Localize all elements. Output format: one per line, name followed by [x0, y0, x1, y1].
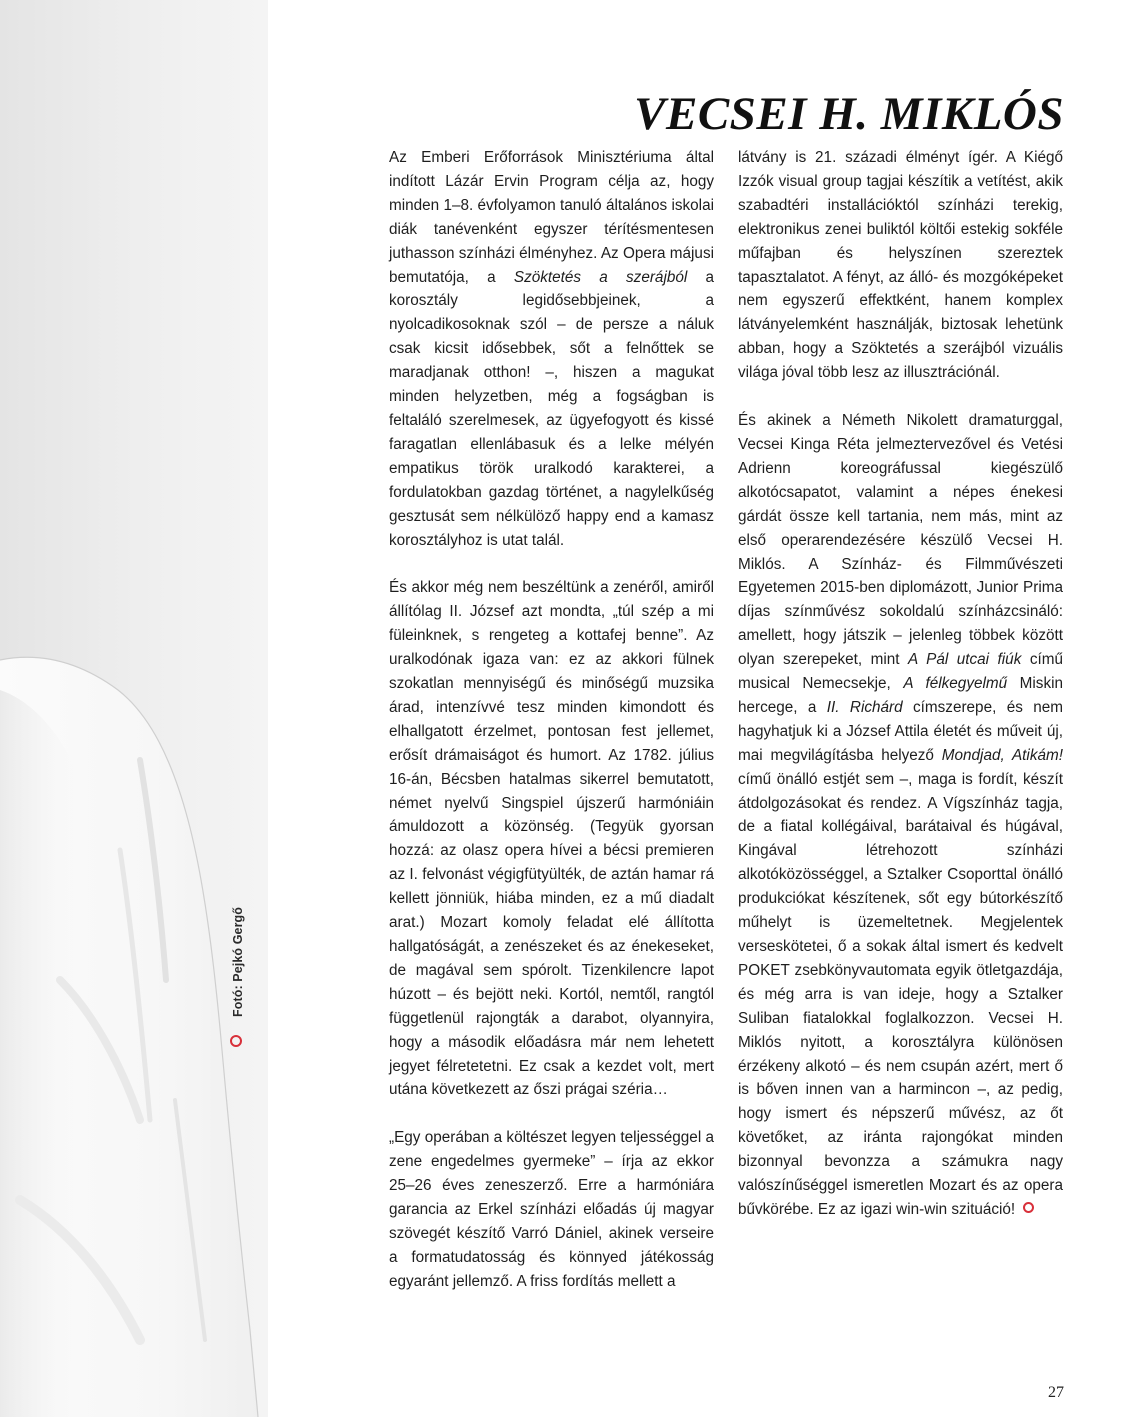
- paragraph-4: látvány is 21. századi élményt ígér. A Kiégő Izzók visual group tagjai készítik a vetítést, akik szabadtéri installációktól színházi terekig, elektronikus zenei buliktól költői estekig sokféle műfajban és helyszínen szereztek tapasztalatot. A fényt, az álló- és mozgóképeket nem egyszerű effektként, hanem komplex látványelemként használják, biztosak lehetünk abban, hogy a Szöktetés a szerájból vizuális világa jóval több lesz az illusztrációnál.: [738, 149, 1063, 382]
- article-end-ring-icon: [1023, 1202, 1034, 1213]
- opera-title-italic: Szöktetés a szerájból: [513, 268, 688, 286]
- article-column-right: [738, 146, 1063, 1222]
- white-shirt-shoulder-image: [0, 0, 268, 1417]
- page-number: 27: [1048, 1384, 1064, 1401]
- article-column-left: [389, 146, 714, 1294]
- article-title: VECSEI H. MIKLÓS: [634, 88, 1064, 141]
- credit-ring-icon: [230, 1035, 242, 1047]
- paragraph-2: És akkor még nem beszéltünk a zenéről, amiről állítólag II. József azt mondta, „túl szép a mi füleinknek, s rengeteg a kottafej benne”. Az uralkodónak igaza van: ez az akkori fülnek szokatlan mennyiségű és minőségű muzsika árad, intenzívvé tesz minden kimondott és elhallgatott érzelmet, pontosan fest jellemet, erősít drámaiságot és humort. Az 1782. július 16-án, Bécsben hatalmas sikerrel bemutatott, német nyelvű Singspiel újszerű harmóniáin ámuldozott a közönség. (Tegyük gyorsan hozzá: az olasz opera hívei a bécsi premieren az I. felvonást végigfütyülték, de aztán hamar rá kellett jönniük, hiába minden, ez a mű diadalt arat.) Mozart komoly feladat elé állította hallgatóságát, a zenészeket és az énekeseket, de magával sem spórolt. Tizenkilencre lapot húzott – és bejött neki. Kortól, nemtől, rangtól függetlenül rajongták a darabot, olyannyira, hogy a második előadásra már nem lehetett jegyet félretetetni. Ez csak a kezdet volt, mert utána következett az őszi prágai széria…: [389, 579, 714, 1099]
- portrait-photo: [0, 0, 268, 1417]
- photo-credit-text: Fotó: Pejkó Gergő: [231, 906, 245, 1018]
- paragraph-1: Az Emberi Erőforrások Minisztériuma által indított Lázár Ervin Program célja az, hogy minden 1–8. évfolyamon tanuló általános iskolai diák tanévenként egyszer térítésmentesen juthasson színházi élményhez. Az Opera májusi bemutatója, a Szöktetés a szerájból a korosztály legidősebbjeinek, a nyolcadikosoknak szól – de persze a náluk csak kicsit idősebbek, sőt a felnőttek se maradjanak otthon! –, hiszen a magukat minden helyzetben, még a fogságban is feltaláló szerelmesek, az ügyefogyott és kissé faragatlan ellenlábasuk és a lelke mélyén empatikus török uralkodó karakterei, a fordulatokban gazdag történet, a nagylelkűség gesztusát sem nélkülöző happy end a kamasz korosztályhoz is utat talál.: [389, 149, 714, 549]
- photo-credit: [226, 900, 248, 1050]
- paragraph-3: „Egy operában a költészet legyen teljességgel a zene engedelmes gyermeke” – írja az ekkor 25–26 éves zeneszerző. Erre a harmóniára garancia az Erkel színházi előadás új magyar szövegét készítő Varró Dániel, akinek verseire a formatudatosság és könnyed játékosság egyaránt jellemző. A friss fordítás mellett a: [389, 1129, 714, 1290]
- paragraph-5: És akinek a Németh Nikolett dramaturggal, Vecsei Kinga Réta jelmeztervezővel és Vetési Adrienn koreográfussal kiegészülő alkotócsapatot, valamint a népes énekesi gárdát össze kell tartania, nem más, mint az első operarendezésére készülő Vecsei H. Miklós. A Színház- és Filmművészeti Egyetemen 2015-ben diplomázott, Junior Prima díjas színművész sokoldalú színházcsináló: amellett, hogy játszik – jelenleg többek között olyan szerepeket, mint A Pál utcai fiúk című musical Nemecsekje, A félkegyelmű Miskin hercege, a II. Richárd címszerepe, és nem hagyhatjuk ki a József Attila életét és műveit új, mai megvilágításba helyező Mondjad, Atikám! című önálló estjét sem –, maga is fordít, készít átdolgozásokat és rendez. A Vígszínház tagja, de a fiatal kollégáival, barátaival és húgával, Kingával létrehozott színházi alkotóközösséggel, a Sztalker Csoporttal önálló produkciókat készítenek, sőt egy bútorkészítő műhelyt is üzemeltetnek. Megjelentek verseskötetei, ő a sokak által ismert és kedvelt POKET zsebkönyvautomata egyik ötletgazdája, és még arra is van ideje, hogy a Sztalker Suliban fiatalokkal foglalkozzon. Vecsei H. Miklós nyitott, a korosztályra különösen érzékeny alkotó – és nem csupán azért, mert ő is bőven innen van a harmincon –, az pedig, hogy ismert és népszerű művész, az őt követőket, az iránta rajongókat minden bizonnyal bevonzza a számukra nagy valószínűséggel ismeretlen Mozart és az opera bűvkörébe. Ez az igazi win-win szituáció!: [738, 412, 1063, 1218]
